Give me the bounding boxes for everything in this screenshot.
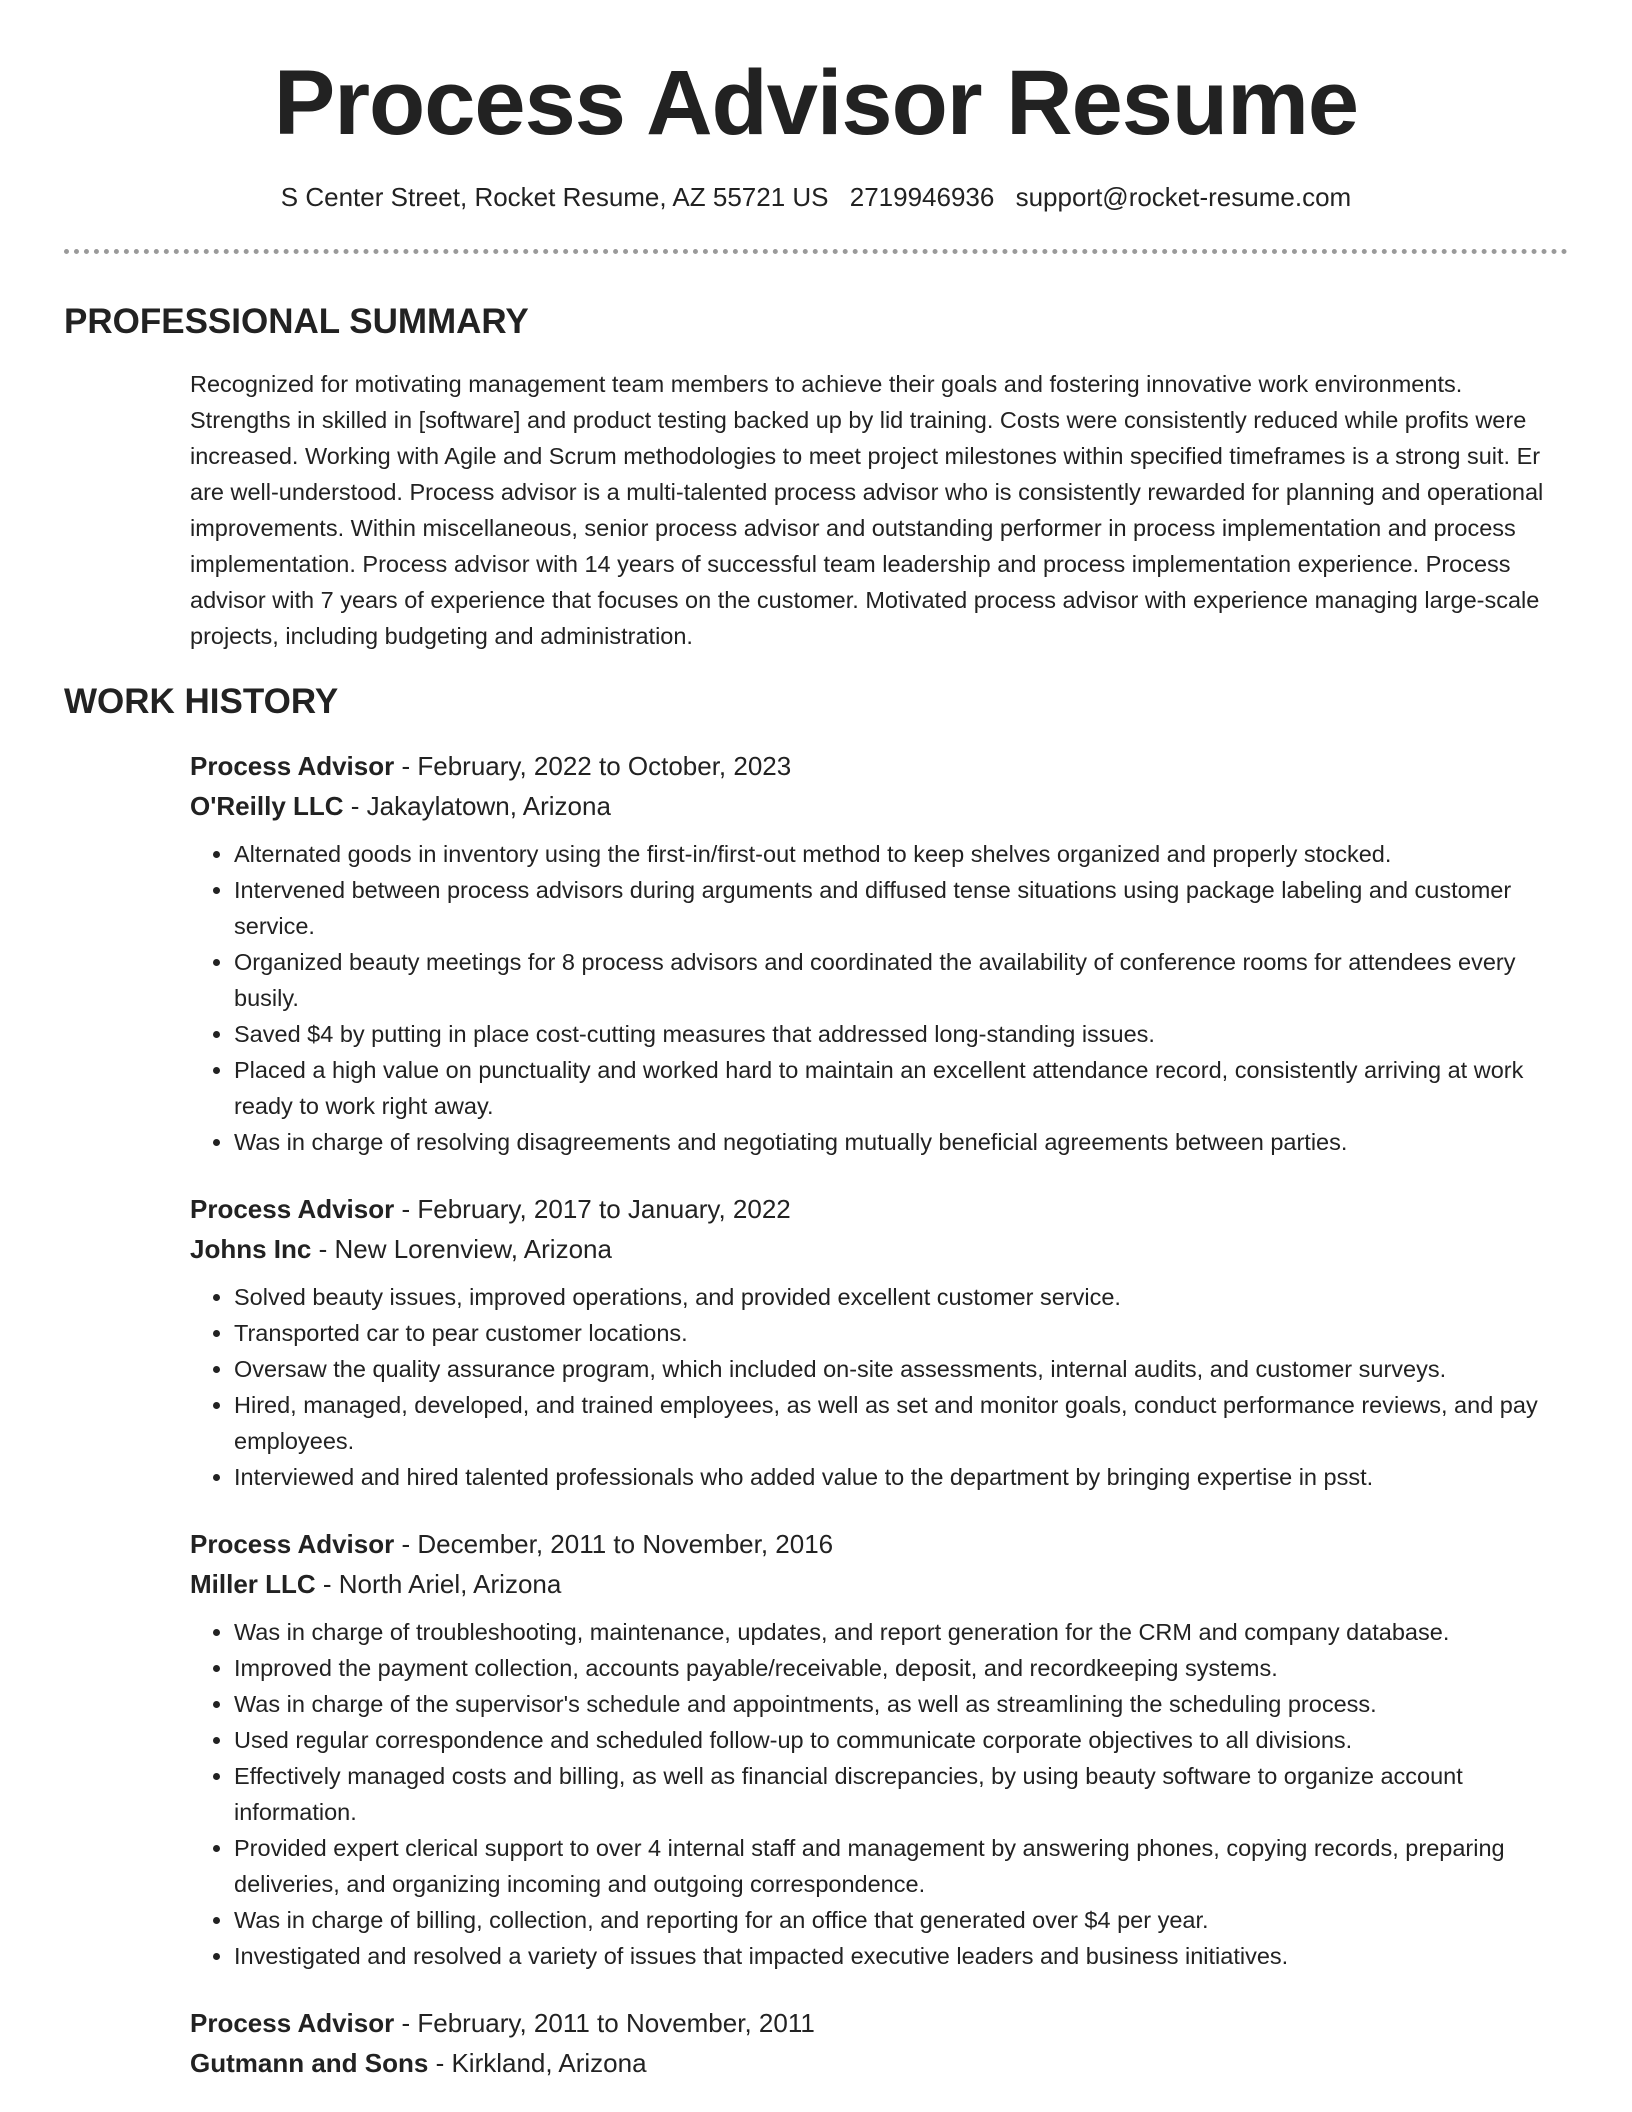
job-entry <box>190 2003 1570 2083</box>
job-bullet: • Was in charge of the supervisor's schedule and appointments, as well as streamlining the scheduling process. <box>234 1686 1570 1722</box>
job-company-line <box>190 1564 1570 1604</box>
job-title-line <box>190 1524 1570 1564</box>
job-bullet-list <box>190 836 1570 1160</box>
job-bullet: • Organized beauty meetings for 8 process advisors and coordinated the availability of conference rooms for attendees every busily. <box>234 944 1570 1016</box>
job-title-line <box>190 2003 1570 2043</box>
job-location: - Kirkland, Arizona <box>428 2048 647 2078</box>
job-bullet-list <box>190 1279 1570 1495</box>
job-title-line <box>190 1189 1570 1229</box>
job-company-line <box>190 2043 1570 2083</box>
job-title: Process Advisor <box>190 2008 395 2038</box>
job-company: Gutmann and Sons <box>190 2048 429 2078</box>
job-location: - North Ariel, Arizona <box>315 1569 562 1599</box>
job-location: - Jakaylatown, Arizona <box>343 791 611 821</box>
resume-content <box>0 300 1632 2083</box>
job-bullet: • Was in charge of billing, collection, and reporting for an office that generated over $4 per year. <box>234 1902 1570 1938</box>
job-bullet-list <box>190 1614 1570 1974</box>
job-bullet: • Investigated and resolved a variety of issues that impacted executive leaders and business initiatives. <box>234 1938 1570 1974</box>
job-bullet: • Transported car to pear customer locations. <box>234 1315 1570 1351</box>
work-history-list <box>0 746 1632 2083</box>
header-divider <box>64 249 1568 254</box>
job-bullet: • Saved $4 by putting in place cost-cutting measures that addressed long-standing issues. <box>234 1016 1570 1052</box>
contact-phone: 2719946936 <box>849 182 995 212</box>
job-bullet: • Was in charge of troubleshooting, maintenance, updates, and report generation for the CRM and company database. <box>234 1614 1570 1650</box>
job-company: Johns Inc <box>190 1234 312 1264</box>
work-history-heading: WORK HISTORY <box>64 682 339 721</box>
job-bullet: • Improved the payment collection, accounts payable/receivable, deposit, and recordkeeping systems. <box>234 1650 1570 1686</box>
job-title: Process Advisor <box>190 1194 395 1224</box>
job-dates: - February, 2011 to November, 2011 <box>394 2008 815 2038</box>
job-bullet: • Interviewed and hired talented professionals who added value to the department by bringing expertise in psst. <box>234 1459 1570 1495</box>
summary-text: Recognized for motivating management team members to achieve their goals and fostering innovative work environments. Strengths in skilled in [software] and product testing backed up by lid training. Costs were consistently reduced while profits were increased. Working with Agile and Scrum methodologies to meet project milestones within specified timeframes is a strong suit. Er are well-understood. Process advisor is a multi-talented process advisor who is consistently rewarded for planning and operational improvements. Within miscellaneous, senior process advisor and outstanding performer in process implementation and process implementation. Process advisor with 14 years of successful team leadership and process implementation experience. Process advisor with 7 years of experience that focuses on the customer. Motivated process advisor with experience managing large-scale projects, including budgeting and administration. <box>190 371 1544 649</box>
job-bullet: • Used regular correspondence and scheduled follow-up to communicate corporate objectives to all divisions. <box>234 1722 1570 1758</box>
summary-heading: PROFESSIONAL SUMMARY <box>64 302 529 341</box>
job-company-line <box>190 1229 1570 1269</box>
job-dates: - December, 2011 to November, 2016 <box>394 1529 834 1559</box>
job-company-line <box>190 786 1570 826</box>
contact-address: S Center Street, Rocket Resume, AZ 55721 US <box>280 182 829 212</box>
contact-line <box>0 180 1632 214</box>
job-bullet: • Solved beauty issues, improved operations, and provided excellent customer service. <box>234 1279 1570 1315</box>
job-entry <box>190 746 1570 1160</box>
contact-email: support@rocket-resume.com <box>1015 182 1352 212</box>
job-bullet: • Oversaw the quality assurance program, which included on-site assessments, internal audits, and customer surveys. <box>234 1351 1570 1387</box>
job-entry <box>190 1189 1570 1495</box>
job-dates: - February, 2022 to October, 2023 <box>394 751 792 781</box>
job-bullet: • Hired, managed, developed, and trained employees, as well as set and monitor goals, conduct performance reviews, and pay employees. <box>234 1387 1570 1459</box>
job-title: Process Advisor <box>190 1529 395 1559</box>
job-title: Process Advisor <box>190 751 395 781</box>
job-bullet: • Provided expert clerical support to over 4 internal staff and management by answering phones, copying records, preparing deliveries, and organizing incoming and outgoing correspondence. <box>234 1830 1570 1902</box>
job-bullet: • Intervened between process advisors during arguments and diffused tense situations using package labeling and customer service. <box>234 872 1570 944</box>
job-dates: - February, 2017 to January, 2022 <box>394 1194 791 1224</box>
job-bullet: • Effectively managed costs and billing, as well as financial discrepancies, by using beauty software to organize account information. <box>234 1758 1570 1830</box>
job-bullet: • Placed a high value on punctuality and worked hard to maintain an excellent attendance record, consistently arriving at work ready to work right away. <box>234 1052 1570 1124</box>
job-company: O'Reilly LLC <box>190 791 344 821</box>
job-bullet: • Alternated goods in inventory using the first-in/first-out method to keep shelves organized and properly stocked. <box>234 836 1570 872</box>
resume-title: Process Advisor Resume <box>273 52 1359 154</box>
job-title-line <box>190 746 1570 786</box>
job-location: - New Lorenview, Arizona <box>311 1234 612 1264</box>
job-entry <box>190 1524 1570 1974</box>
job-company: Miller LLC <box>190 1569 316 1599</box>
job-bullet: • Was in charge of resolving disagreements and negotiating mutually beneficial agreements between parties. <box>234 1124 1570 1160</box>
